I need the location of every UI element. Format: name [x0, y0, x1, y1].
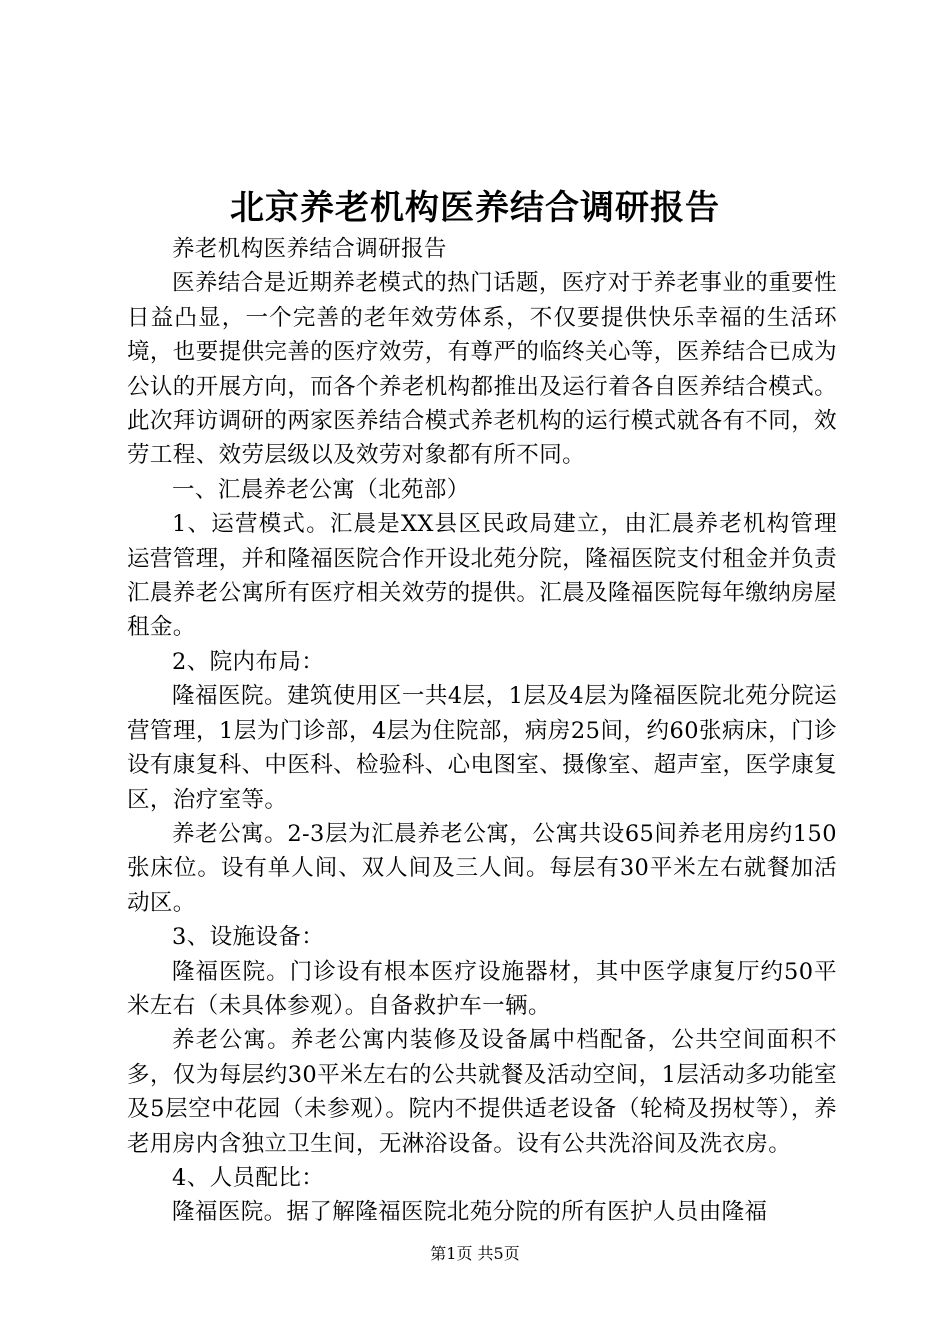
- section-heading-1: 一、汇晨养老公寓（北苑部）: [172, 476, 470, 503]
- facilities-heading: 3、设施设备：: [172, 924, 325, 951]
- document-body: [127, 232, 837, 1230]
- staffing-heading: 4、人员配比：: [172, 1164, 325, 1191]
- page-footer: 第1页 共5页: [430, 1244, 520, 1263]
- apartment-layout-paragraph: 养老公寓。2-3层为汇晨养老公寓，公寓共设65间养老用房约150张床位。设有单人间、双人间及三人间。每层有30平米左右就餐加活动区。: [127, 820, 837, 916]
- apartment-facilities-paragraph: 养老公寓。养老公寓内装修及设备属中档配备，公共空间面积不多，仅为每层约30平米左右的公共就餐及活动空间，1层活动多功能室及5层空中花园（未参观）。院内不提供适老设备（轮椅及拐杖等），养老用房内含独立卫生间，无淋浴设备。设有公共洗浴间及洗衣房。: [127, 1027, 837, 1157]
- document-title: 北京养老机构医养结合调研报告: [230, 188, 720, 228]
- subtitle-paragraph: 养老机构医养结合调研报告: [172, 236, 447, 262]
- operation-mode-paragraph: 1、运营模式。汇晨是XX县区民政局建立，由汇晨养老机构管理运营管理，并和隆福医院合作开设北苑分院，隆福医院支付租金并负责汇晨养老公寓所有医疗相关效劳的提供。汇晨及隆福医院每年缴纳房屋租金。: [127, 511, 837, 641]
- intro-paragraph: 医养结合是近期养老模式的热门话题，医疗对于养老事业的重要性日益凸显，一个完善的老年效劳体系，不仅要提供快乐幸福的生活环境，也要提供完善的医疗效劳，有尊严的临终关心等，医养结合已成为公认的开展方向，而各个养老机构都推出及运行着各自医养结合模式。此次拜访调研的两家医养结合模式养老机构的运行模式就各有不同，效劳工程、效劳层级以及效劳对象都有所不同。: [127, 270, 837, 469]
- hospital-staffing-paragraph: 隆福医院。据了解隆福医院北苑分院的所有医护人员由隆福: [172, 1199, 768, 1226]
- layout-heading: 2、院内布局：: [172, 648, 325, 675]
- hospital-layout-paragraph: 隆福医院。建筑使用区一共4层，1层及4层为隆福医院北苑分院运营管理，1层为门诊部，4层为住院部，病房25间，约60张病床，门诊设有康复科、中医科、检验科、心电图室、摄像室、超声室，医学康复区，治疗室等。: [127, 683, 837, 813]
- hospital-facilities-paragraph: 隆福医院。门诊设有根本医疗设施器材，其中医学康复厅约50平米左右（未具体参观）。自备救护车一辆。: [127, 958, 837, 1019]
